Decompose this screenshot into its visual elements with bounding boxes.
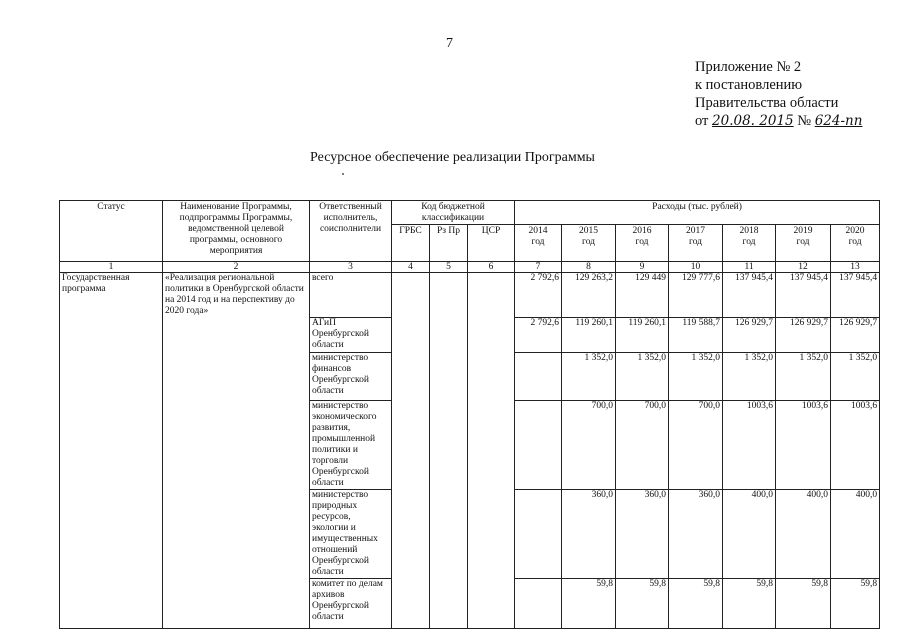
value-cell: 59,8 [669,578,723,628]
value-cell: 360,0 [669,489,723,578]
executor-cell: министерство экономического развития, промышленной политики и торговли Оренбургской области [310,400,392,489]
column-number-row [60,262,880,273]
value-cell [515,489,562,578]
value-cell [515,400,562,489]
value-cell: 1 352,0 [562,352,616,400]
appendix-date-line [695,112,862,130]
appendix-block [695,58,862,130]
value-cell: 126 929,7 [776,317,831,352]
column-number: 6 [468,262,515,273]
value-cell: 59,8 [562,578,616,628]
handwritten-date: 20.08. 2015 [712,113,794,129]
column-number: 10 [669,262,723,273]
value-cell: 1003,6 [723,400,776,489]
value-cell: 119 260,1 [562,317,616,352]
value-cell: 129 263,2 [562,273,616,318]
value-cell: 137 945,4 [776,273,831,318]
executor-cell: всего [310,273,392,318]
value-cell: 59,8 [776,578,831,628]
scan-speck [342,173,344,175]
column-number: 1 [60,262,163,273]
value-cell: 1 352,0 [669,352,723,400]
value-cell: 129 449 [616,273,669,318]
header-executor: Ответственный исполнитель, соисполнители [310,201,392,262]
value-cell: 1 352,0 [776,352,831,400]
grbs-cell [392,273,430,318]
value-cell: 360,0 [562,489,616,578]
number-prefix: № [797,113,812,129]
header-year-2020: 2020 год [831,225,880,262]
value-cell: 400,0 [776,489,831,578]
value-cell: 700,0 [616,400,669,489]
value-cell: 59,8 [616,578,669,628]
appendix-line-1: Приложение № 2 [695,59,802,75]
header-row-1 [60,201,880,225]
executor-cell: комитет по делам архивов Оренбургской области [310,578,392,628]
executor-cell: министерство финансов Оренбургской области [310,352,392,400]
table-row [60,352,880,400]
value-cell: 137 945,4 [723,273,776,318]
rzpr-cell [430,273,468,318]
header-year-2016: 2016 год [616,225,669,262]
value-cell: 129 777,6 [669,273,723,318]
header-csr: ЦСР [468,225,515,262]
value-cell: 126 929,7 [831,317,880,352]
value-cell: 59,8 [831,578,880,628]
value-cell [515,352,562,400]
column-number: 3 [310,262,392,273]
header-year-2017: 2017 год [669,225,723,262]
value-cell: 700,0 [562,400,616,489]
value-cell [515,578,562,628]
csr-cell [468,273,515,318]
header-year-2018: 2018 год [723,225,776,262]
value-cell: 59,8 [723,578,776,628]
value-cell: 119 588,7 [669,317,723,352]
value-cell: 1003,6 [776,400,831,489]
executor-cell: министерство природных ресурсов, экологии и имущественных отношений Оренбургской области [310,489,392,578]
appendix-line-2: к постановлению [695,77,803,93]
column-number: 8 [562,262,616,273]
value-cell: 137 945,4 [831,273,880,318]
column-number: 12 [776,262,831,273]
header-rzpr: Рз Пр [430,225,468,262]
header-name: Наименование Программы, подпрограммы Программы, ведомственной целевой программы, основного мероприятия [163,201,310,262]
value-cell: 126 929,7 [723,317,776,352]
column-number: 2 [163,262,310,273]
header-year-2019: 2019 год [776,225,831,262]
value-cell: 2 792,6 [515,273,562,318]
column-number: 5 [430,262,468,273]
value-cell: 2 792,6 [515,317,562,352]
table-row [60,578,880,628]
table-row [60,489,880,578]
header-budget-code: Код бюджетной классификации [392,201,515,225]
page-number: 7 [446,36,453,51]
document-title: Ресурсное обеспечение реализации Программы [310,150,595,165]
resource-table [59,200,880,629]
value-cell: 700,0 [669,400,723,489]
handwritten-number: 624-пп [814,113,863,129]
column-number: 11 [723,262,776,273]
value-cell: 400,0 [723,489,776,578]
column-number: 13 [831,262,880,273]
column-number: 7 [515,262,562,273]
status-cell: Государственная программа [60,273,163,318]
table-row [60,400,880,489]
value-cell: 119 260,1 [616,317,669,352]
header-year-2015: 2015 год [562,225,616,262]
table-row [60,273,880,318]
column-number: 4 [392,262,430,273]
header-grbs: ГРБС [392,225,430,262]
table-row [60,317,880,352]
date-prefix: от [695,113,709,129]
appendix-line-3: Правительства области [695,95,839,111]
header-expenses: Расходы (тыс. рублей) [515,201,880,225]
value-cell: 400,0 [831,489,880,578]
header-status: Статус [60,201,163,262]
column-number: 9 [616,262,669,273]
executor-cell: АГиП Оренбургской области [310,317,392,352]
value-cell: 1003,6 [831,400,880,489]
header-year-2014: 2014 год [515,225,562,262]
value-cell: 360,0 [616,489,669,578]
program-name-cell: «Реализация региональной политики в Оренбургской области на 2014 год и на перспективу до 2020 года» [163,273,310,318]
value-cell: 1 352,0 [616,352,669,400]
value-cell: 1 352,0 [831,352,880,400]
value-cell: 1 352,0 [723,352,776,400]
